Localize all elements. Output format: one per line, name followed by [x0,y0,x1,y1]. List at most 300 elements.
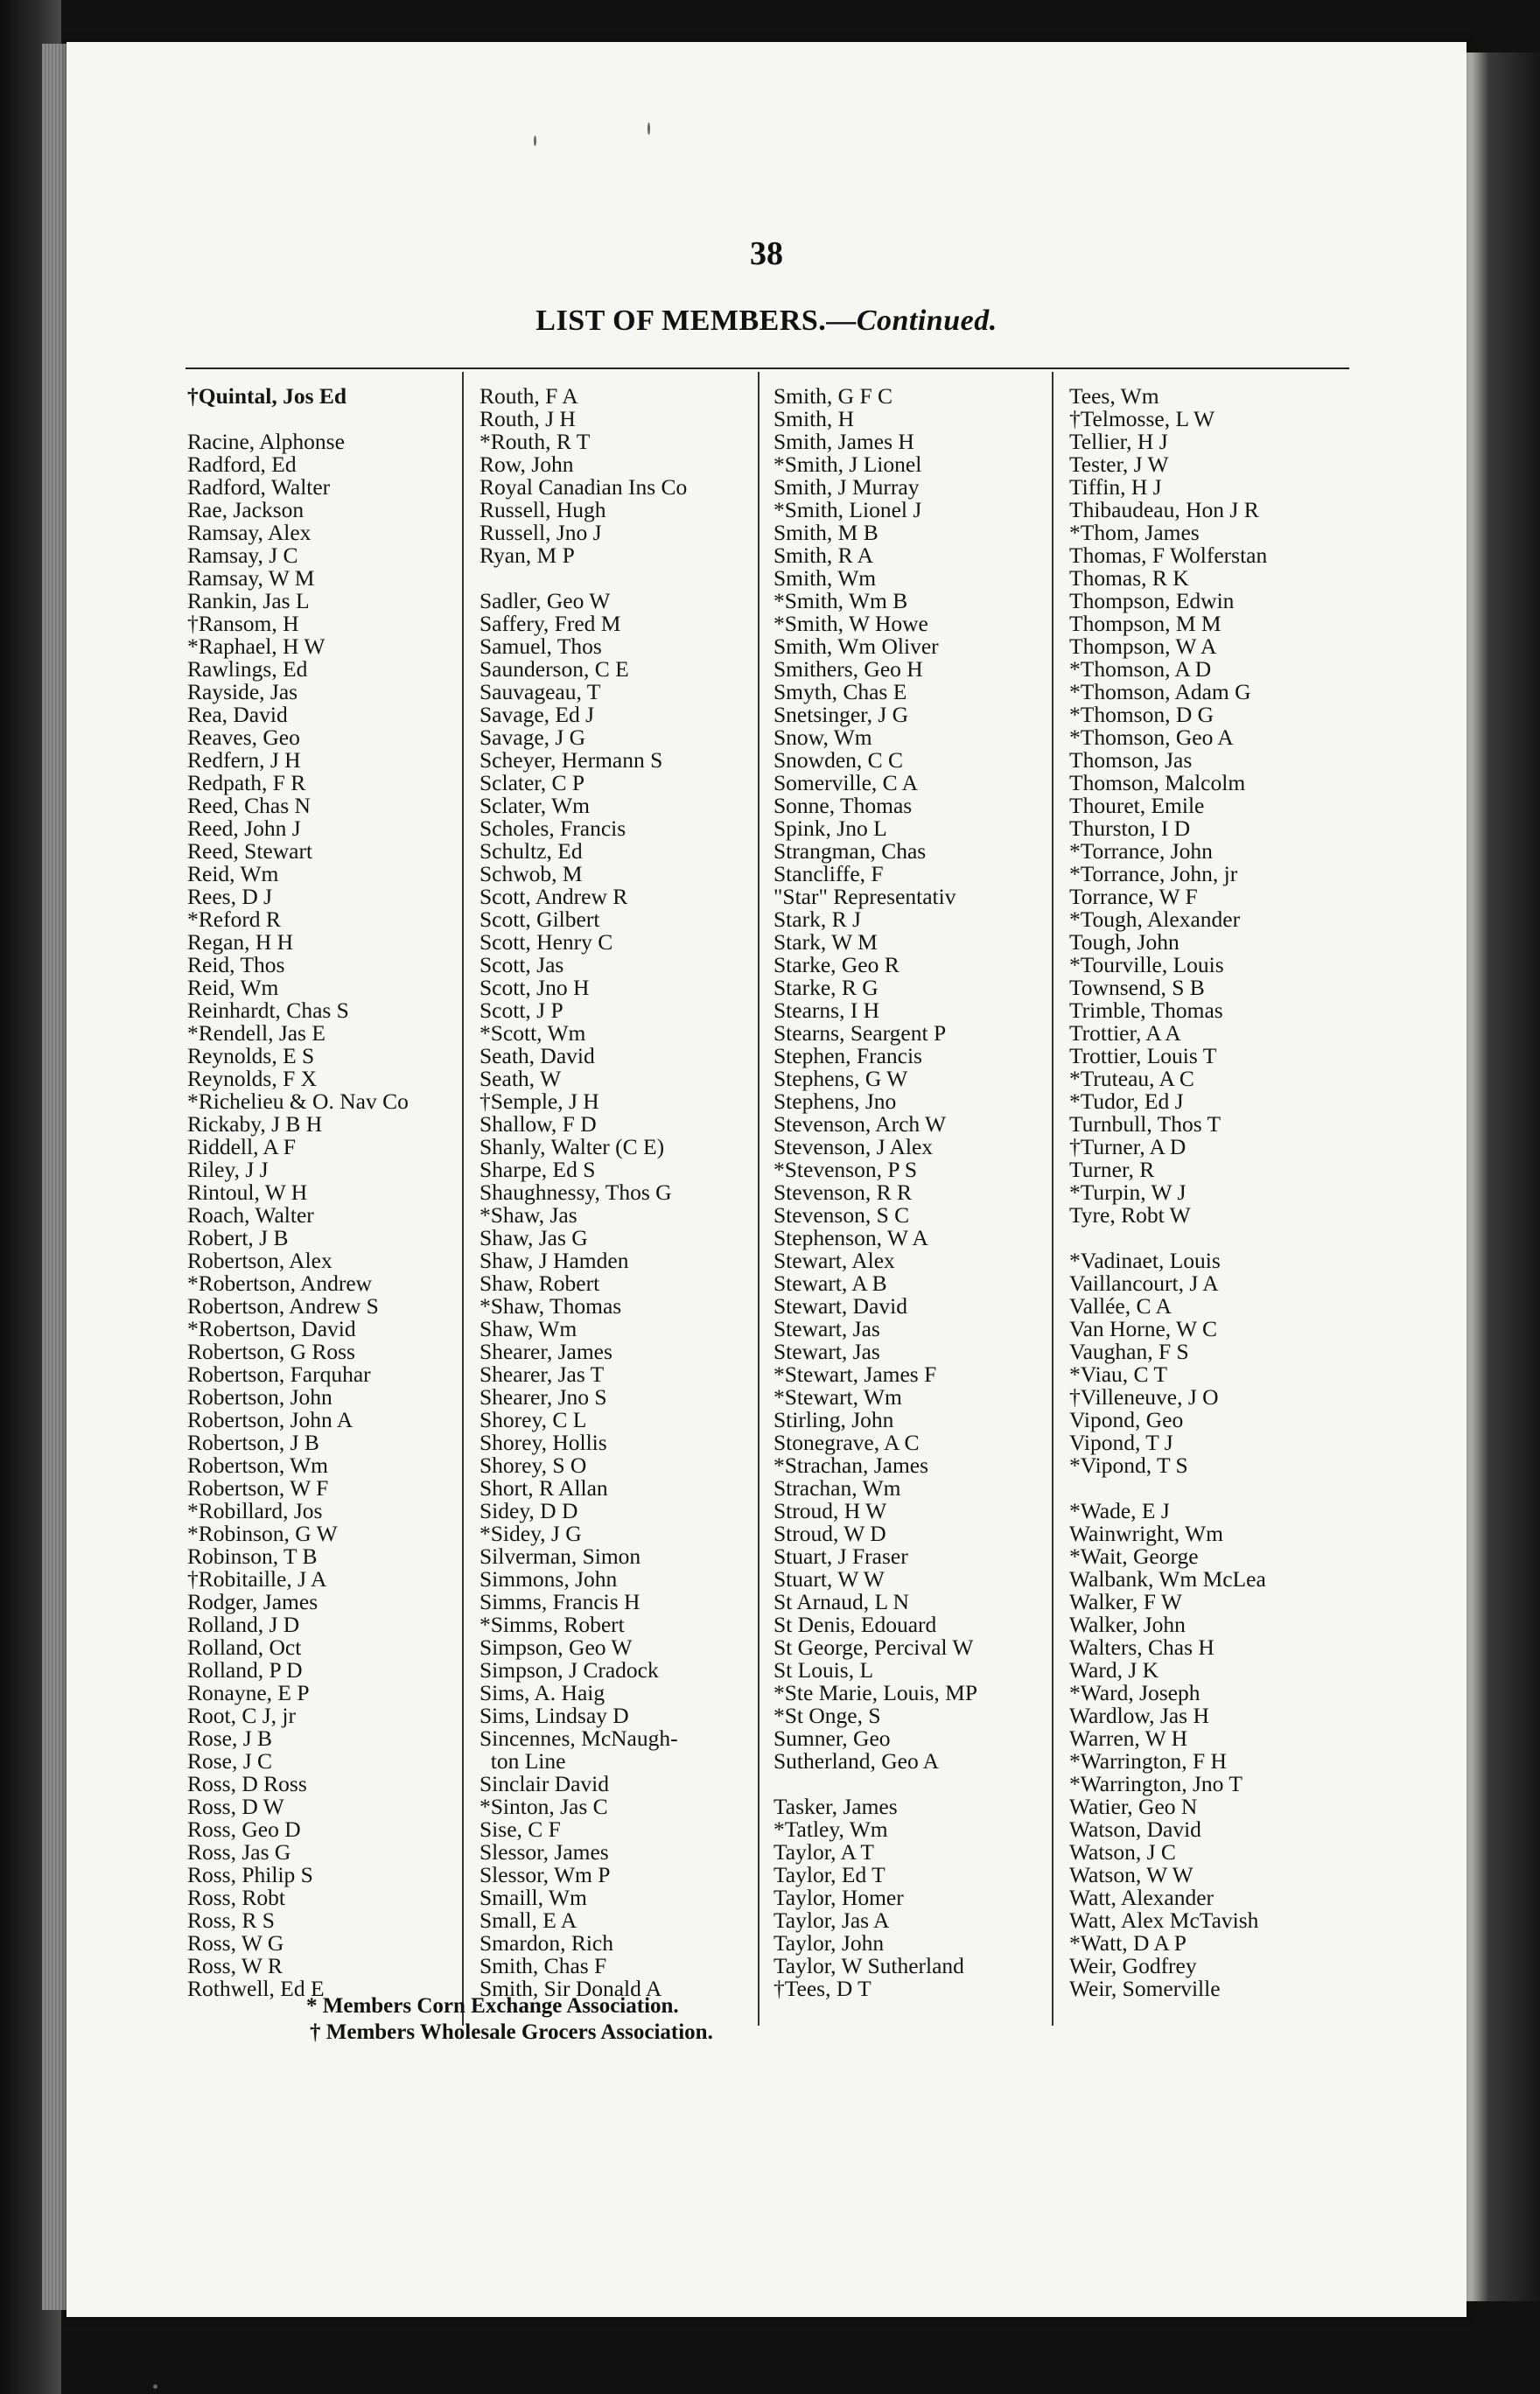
member-entry: *Stevenson, P S [774,1157,918,1182]
scan-speck [534,136,536,146]
member-entry: Stewart, Alex [774,1248,895,1273]
member-entry: Stevenson, S C [774,1202,910,1228]
member-entry: Sims, Lindsay D [480,1703,629,1728]
page-number: 38 [750,235,783,272]
member-entry: Somerville, C A [774,770,919,795]
member-entry: Watson, David [1069,1816,1201,1842]
member-entry: Routh, J H [480,406,576,431]
member-entry: Torrance, W F [1069,884,1198,909]
member-entry: *Richelieu & O. Nav Co [187,1088,409,1114]
member-entry: Slessor, Wm P [480,1862,611,1887]
member-entry: Strachan, Wm [774,1475,901,1501]
member-entry: Robertson, J B [187,1430,319,1455]
member-entry: Routh, F A [480,383,578,409]
member-entry: Scott, Gilbert [480,906,600,932]
member-entry: Robertson, John A [187,1407,354,1432]
member-entry: Smith, Chas F [480,1953,607,1978]
member-entry: Vaillancourt, J A [1069,1270,1219,1296]
member-entry: Ross, Jas G [187,1839,291,1865]
member-entry: Reed, Chas N [187,793,311,818]
member-entry: Shaw, J Hamden [480,1248,629,1273]
member-entry: Ross, Geo D [187,1816,301,1842]
member-entry: Van Horne, W C [1069,1316,1218,1341]
member-entry: Savage, J G [480,724,586,750]
member-entry: Ramsay, Alex [187,520,312,545]
member-entry: Rickaby, J B H [187,1111,323,1137]
member-entry: Scott, J P [480,998,564,1023]
member-entry: *Shaw, Jas [480,1202,578,1228]
member-entry: Sharpe, Ed S [480,1157,596,1182]
member-entry: Watson, W W [1069,1862,1194,1887]
member-entry: Taylor, John [774,1930,885,1956]
member-entry: Trimble, Thomas [1069,998,1223,1023]
member-entry: Scholes, Francis [480,816,626,841]
member-entry: Scott, Andrew R [480,884,628,909]
member-entry: Walker, John [1069,1612,1186,1637]
member-entry: Rose, J B [187,1726,273,1751]
member-entry: Stuart, W W [774,1566,885,1592]
member-entry: Regan, H H [187,929,294,955]
member-entry: Stark, W M [774,929,878,955]
member-entry: Watson, J C [1069,1839,1176,1865]
member-entry: Snetsinger, J G [774,702,909,727]
member-entry: *Robinson, G W [187,1521,338,1546]
member-entry: Smith, Sir Donald A [480,1976,662,2001]
member-entry: Redpath, F R [187,770,306,795]
member-entry: Watier, Geo N [1069,1794,1198,1819]
member-entry: Walker, F W [1069,1589,1182,1614]
member-entry: St George, Percival W [774,1634,974,1660]
member-entry: Robert, J B [187,1225,289,1250]
member-entry: Russell, Hugh [480,497,606,522]
member-entry: *St Onge, S [774,1703,881,1728]
member-entry: Rayside, Jas [187,679,298,704]
member-entry: Thurston, I D [1069,816,1191,841]
member-entry: Robertson, John [187,1384,332,1410]
heading-title: LIST OF MEMBERS.— [536,304,857,337]
member-entry: Sutherland, Geo A [774,1748,940,1774]
member-entry: *Smith, Lionel J [774,497,922,522]
member-entry: Sumner, Geo [774,1726,891,1751]
member-entry: Silverman, Simon [480,1544,641,1569]
member-entry: *Raphael, H W [187,634,326,659]
member-entry: Vipond, Geo [1069,1407,1184,1432]
member-entry: *Warrington, Jno T [1069,1771,1242,1796]
member-entry: Shearer, James [480,1339,612,1364]
member-entry: Vipond, T J [1069,1430,1173,1455]
member-entry: St Louis, L [774,1657,874,1683]
member-entry: Sims, A. Haig [480,1680,606,1705]
member-entry: Watt, Alex McTavish [1069,1908,1259,1933]
page-edges [42,44,68,2310]
member-entry: Townsend, S B [1069,975,1205,1000]
member-entry: Sauvageau, T [480,679,601,704]
member-entry: *Vipond, T S [1069,1452,1188,1478]
member-entry: Seath, David [480,1043,595,1068]
member-entry: Ross, D Ross [187,1771,307,1796]
member-entry: Rees, D J [187,884,273,909]
member-entry: *Routh, R T [480,429,591,454]
member-entry: Reaves, Geo [187,724,300,750]
member-entry: Taylor, W Sutherland [774,1953,964,1978]
member-entry: Smith, G F C [774,383,893,409]
member-entry: *Robillard, Jos [187,1498,323,1523]
member-entry: Scott, Jno H [480,975,590,1000]
member-entry: *Tourville, Louis [1069,952,1224,977]
member-entry: Trottier, Louis T [1069,1043,1217,1068]
members-column-3 [774,385,1066,2000]
member-entry: Sise, C F [480,1816,561,1842]
member-entry: Shorey, C L [480,1407,587,1432]
member-entry: *Smith, W Howe [774,611,928,636]
member-entry: *Turpin, W J [1069,1180,1186,1205]
member-entry: Stirling, John [774,1407,894,1432]
member-entry: Ramsay, J C [187,542,298,568]
member-entry: Warren, W H [1069,1726,1188,1751]
member-entry: Taylor, Ed T [774,1862,886,1887]
right-page-edge [1466,52,1540,2301]
member-entry: †Ransom, H [187,611,299,636]
member-entry: Slessor, James [480,1839,609,1865]
member-entry: Trottier, A A [1069,1020,1181,1046]
member-entry: Seath, W [480,1066,562,1091]
member-entry: Thompson, W A [1069,634,1217,659]
member-entry: St Arnaud, L N [774,1589,909,1614]
member-entry: Starke, Geo R [774,952,900,977]
member-entry: Ross, W R [187,1953,283,1978]
footnote-corn-exchange: * Members Corn Exchange Association. [306,1994,679,2018]
member-entry: *Thomson, D G [1069,702,1214,727]
member-entry: Rose, J C [187,1748,273,1774]
member-entry: Shanly, Walter (C E) [480,1134,665,1159]
member-entry: Sincennes, McNaugh- [480,1726,678,1751]
member-entry: Shorey, S O [480,1452,587,1478]
section-gap [774,1773,1066,1796]
member-entry: Vaughan, F S [1069,1339,1189,1364]
member-entry: Rolland, Oct [187,1634,302,1660]
member-entry: Russell, Jno J [480,520,602,545]
member-entry: *Tatley, Wm [774,1816,888,1842]
member-entry: Ramsay, W M [187,565,315,591]
member-entry: Robertson, G Ross [187,1339,355,1364]
member-entry: †Quintal, Jos Ed [187,383,347,409]
member-entry: Vallée, C A [1069,1293,1172,1319]
member-entry: Turnbull, Thos T [1069,1111,1222,1137]
member-entry: Riddell, A F [187,1134,296,1159]
member-entry: *Torrance, John, jr [1069,861,1238,886]
member-entry: Rolland, P D [187,1657,303,1683]
member-entry: *Sidey, J G [480,1521,582,1546]
member-entry: Shaughnessy, Thos G [480,1180,672,1205]
member-entry: Stonegrave, A C [774,1430,920,1455]
member-entry: Thompson, Edwin [1069,588,1235,613]
member-entry: Tellier, H J [1069,429,1168,454]
member-entry: Reynolds, F X [187,1066,318,1091]
member-entry: Snowden, C C [774,747,904,773]
footnotes [306,1993,713,2046]
member-entry: Shaw, Robert [480,1270,600,1296]
member-entry: Smith, Wm [774,565,877,591]
member-entry: Sidey, D D [480,1498,578,1523]
member-entry: Shallow, F D [480,1111,597,1137]
member-entry: Rintoul, W H [187,1180,308,1205]
member-entry: Smithers, Geo H [774,656,923,682]
section-gap [187,408,476,430]
member-entry: Reid, Wm [187,861,279,886]
member-entry: Stuart, J Fraser [774,1544,908,1569]
member-entry: Thomson, Malcolm [1069,770,1246,795]
member-entry: ton Line [480,1748,566,1774]
member-entry: Tester, J W [1069,452,1169,477]
member-entry: Ross, D W [187,1794,284,1819]
member-entry: Ross, Robt [187,1885,285,1910]
member-entry: Shorey, Hollis [480,1430,607,1455]
member-entry: Royal Canadian Ins Co [480,474,688,500]
member-entry: *Stewart, James F [774,1362,937,1387]
member-entry: Saffery, Fred M [480,611,621,636]
member-entry: Thompson, M M [1069,611,1222,636]
member-entry: Ryan, M P [480,542,575,568]
member-entry: Rankin, Jas L [187,588,310,613]
member-entry: †Villeneuve, J O [1069,1384,1219,1410]
member-entry: Tees, Wm [1069,383,1159,409]
member-entry: *Scott, Wm [480,1020,586,1046]
member-entry: Stancliffe, F [774,861,884,886]
member-entry: Scheyer, Hermann S [480,747,663,773]
member-entry: Schultz, Ed [480,838,583,864]
member-entry: *Warrington, F H [1069,1748,1227,1774]
member-entry: Sonne, Thomas [774,793,913,818]
member-entry: Riley, J J [187,1157,269,1182]
member-entry: *Truteau, A C [1069,1066,1194,1091]
member-entry: *Tough, Alexander [1069,906,1241,932]
member-entry: Smyth, Chas E [774,679,907,704]
member-entry: Turner, R [1069,1157,1155,1182]
scan-speck [153,2384,158,2389]
member-entry: Small, E A [480,1908,578,1933]
member-entry: *Stewart, Wm [774,1384,902,1410]
member-entry: †Robitaille, J A [187,1566,327,1592]
member-entry: Ross, R S [187,1908,275,1933]
member-entry: Reid, Thos [187,952,285,977]
member-entry: Stephen, Francis [774,1043,922,1068]
member-entry: Short, R Allan [480,1475,608,1501]
member-entry: *Tudor, Ed J [1069,1088,1184,1114]
section-gap [480,567,774,590]
member-entry: *Viau, C T [1069,1362,1168,1387]
member-entry: Stewart, David [774,1293,907,1319]
member-entry: Stark, R J [774,906,861,932]
member-entry: Stephens, Jno [774,1088,897,1114]
member-entry: Reid, Wm [187,975,279,1000]
heading-rule [186,368,1349,369]
member-entry: Racine, Alphonse [187,429,345,454]
member-entry: Strangman, Chas [774,838,927,864]
section-gap [1069,1477,1358,1500]
member-entry: Simpson, Geo W [480,1634,633,1660]
member-entry: Taylor, Jas A [774,1908,890,1933]
member-entry: *Thomson, Adam G [1069,679,1251,704]
member-entry: *Torrance, John [1069,838,1213,864]
member-entry: †Turner, A D [1069,1134,1186,1159]
member-entry: *Ste Marie, Louis, MP [774,1680,978,1705]
member-entry: Scott, Jas [480,952,564,977]
member-entry: Stephens, G W [774,1066,908,1091]
member-entry: Thouret, Emile [1069,793,1205,818]
member-entry: Weir, Godfrey [1069,1953,1197,1978]
heading-continued: Continued. [856,304,998,337]
member-entry: Simms, Francis H [480,1589,640,1614]
member-entry: *Watt, D A P [1069,1930,1186,1956]
member-entry: Roach, Walter [187,1202,314,1228]
member-entry: Wainwright, Wm [1069,1521,1223,1546]
footnote-wholesale-grocers: † Members Wholesale Grocers Association. [310,2020,713,2044]
member-entry: Starke, R G [774,975,878,1000]
member-entry: *Simms, Robert [480,1612,625,1637]
section-gap [1069,1227,1358,1250]
member-entry: *Sinton, Jas C [480,1794,608,1819]
member-entry: Ronayne, E P [187,1680,310,1705]
member-entry: Thibaudeau, Hon J R [1069,497,1259,522]
member-entry: Robinson, T B [187,1544,318,1569]
member-entry: Smith, James H [774,429,914,454]
member-entry: Smith, J Murray [774,474,920,500]
members-column-2 [480,385,774,2000]
member-entry: Shearer, Jno S [480,1384,607,1410]
member-entry: Snow, Wm [774,724,872,750]
member-entry: Stevenson, Arch W [774,1111,947,1137]
member-entry: Robertson, Andrew S [187,1293,379,1319]
member-entry: *Wade, E J [1069,1498,1170,1523]
member-entry: *Smith, J Lionel [774,452,922,477]
member-entry: Thomson, Jas [1069,747,1193,773]
member-entry: Reed, Stewart [187,838,313,864]
member-entry: Ross, W G [187,1930,284,1956]
member-entry: *Shaw, Thomas [480,1293,622,1319]
member-entry: Row, John [480,452,574,477]
member-entry: Stroud, H W [774,1498,887,1523]
member-entry: Stewart, A B [774,1270,887,1296]
member-entry: Stewart, Jas [774,1316,880,1341]
member-entry: Shearer, Jas T [480,1362,605,1387]
member-entry: *Reford R [187,906,281,932]
member-entry: Sadler, Geo W [480,588,611,613]
member-entry: Taylor, Homer [774,1885,904,1910]
members-column-1 [187,385,476,2000]
member-entry: Root, C J, jr [187,1703,296,1728]
member-entry: †Telmosse, L W [1069,406,1215,431]
member-entry: "Star" Representativ [774,884,956,909]
member-entry: Thomas, F Wolferstan [1069,542,1268,568]
member-entry: Tasker, James [774,1794,898,1819]
member-entry: Stewart, Jas [774,1339,880,1364]
member-entry: Samuel, Thos [480,634,602,659]
member-entry: Walbank, Wm McLea [1069,1566,1266,1592]
member-entry: Ross, Philip S [187,1862,313,1887]
member-entry: Rae, Jackson [187,497,304,522]
member-entry: Rea, David [187,702,288,727]
member-entry: Scott, Henry C [480,929,613,955]
member-entry: Radford, Walter [187,474,331,500]
member-entry: Saunderson, C E [480,656,629,682]
member-entry: Smith, R A [774,542,874,568]
member-entry: Simpson, J Cradock [480,1657,659,1683]
member-entry: Rolland, J D [187,1612,300,1637]
member-entry: Wardlow, Jas H [1069,1703,1209,1728]
member-entry: *Thomson, Geo A [1069,724,1234,750]
member-entry: Stearns, Seargent P [774,1020,947,1046]
member-entry: Smardon, Rich [480,1930,613,1956]
member-entry: Watt, Alexander [1069,1885,1214,1910]
member-entry: Rodger, James [187,1589,318,1614]
member-entry: Smith, H [774,406,855,431]
member-entry: Robertson, W F [187,1475,329,1501]
member-entry: Schwob, M [480,861,583,886]
member-entry: Savage, Ed J [480,702,595,727]
member-entry: Redfern, J H [187,747,301,773]
member-entry: Ward, J K [1069,1657,1159,1683]
member-entry: Robertson, Wm [187,1452,329,1478]
member-entry: *Robertson, David [187,1316,356,1341]
member-entry: Taylor, A T [774,1839,875,1865]
scan-speck [648,122,650,135]
member-entry: *Vadinaet, Louis [1069,1248,1221,1273]
member-entry: *Robertson, Andrew [187,1270,373,1296]
member-entry: Rawlings, Ed [187,656,308,682]
member-entry: Tyre, Robt W [1069,1202,1191,1228]
member-entry: Robertson, Farquhar [187,1362,371,1387]
member-entry: Walters, Chas H [1069,1634,1214,1660]
member-entry: Stroud, W D [774,1521,886,1546]
member-entry: Rothwell, Ed E [187,1976,325,2001]
member-entry: †Semple, J H [480,1088,599,1114]
member-entry: Stevenson, J Alex [774,1134,934,1159]
member-entry: *Strachan, James [774,1452,929,1478]
member-entry: Robertson, Alex [187,1248,332,1273]
member-entry: †Tees, D T [774,1976,872,2001]
member-entry: *Thom, James [1069,520,1200,545]
member-entry: *Smith, Wm B [774,588,908,613]
member-entry: Sinclair David [480,1771,610,1796]
members-column-4 [1069,385,1358,2000]
member-entry: Tough, John [1069,929,1180,955]
page-heading [66,304,1466,338]
member-entry: Shaw, Wm [480,1316,578,1341]
member-entry: Smaill, Wm [480,1885,587,1910]
member-entry: Sclater, C P [480,770,585,795]
member-entry: Tiffin, H J [1069,474,1162,500]
member-entry: Thomas, R K [1069,565,1189,591]
member-entry: Stevenson, R R [774,1180,912,1205]
member-entry: Shaw, Jas G [480,1225,588,1250]
member-entry: *Rendell, Jas E [187,1020,326,1046]
member-entry: *Ward, Joseph [1069,1680,1200,1705]
member-entry: St Denis, Edouard [774,1612,937,1637]
member-entry: Sclater, Wm [480,793,590,818]
member-entry: Reinhardt, Chas S [187,998,349,1023]
member-entry: Stephenson, W A [774,1225,928,1250]
member-entry: Radford, Ed [187,452,297,477]
member-entry: *Thomson, A D [1069,656,1212,682]
member-entry: Reynolds, E S [187,1043,315,1068]
member-entry: Simmons, John [480,1566,618,1592]
member-entry: Smith, M B [774,520,878,545]
member-entry: *Wait, George [1069,1544,1199,1569]
member-entry: Weir, Somerville [1069,1976,1221,2001]
member-entry: Reed, John J [187,816,301,841]
member-entry: Smith, Wm Oliver [774,634,939,659]
member-entry: Spink, Jno L [774,816,887,841]
